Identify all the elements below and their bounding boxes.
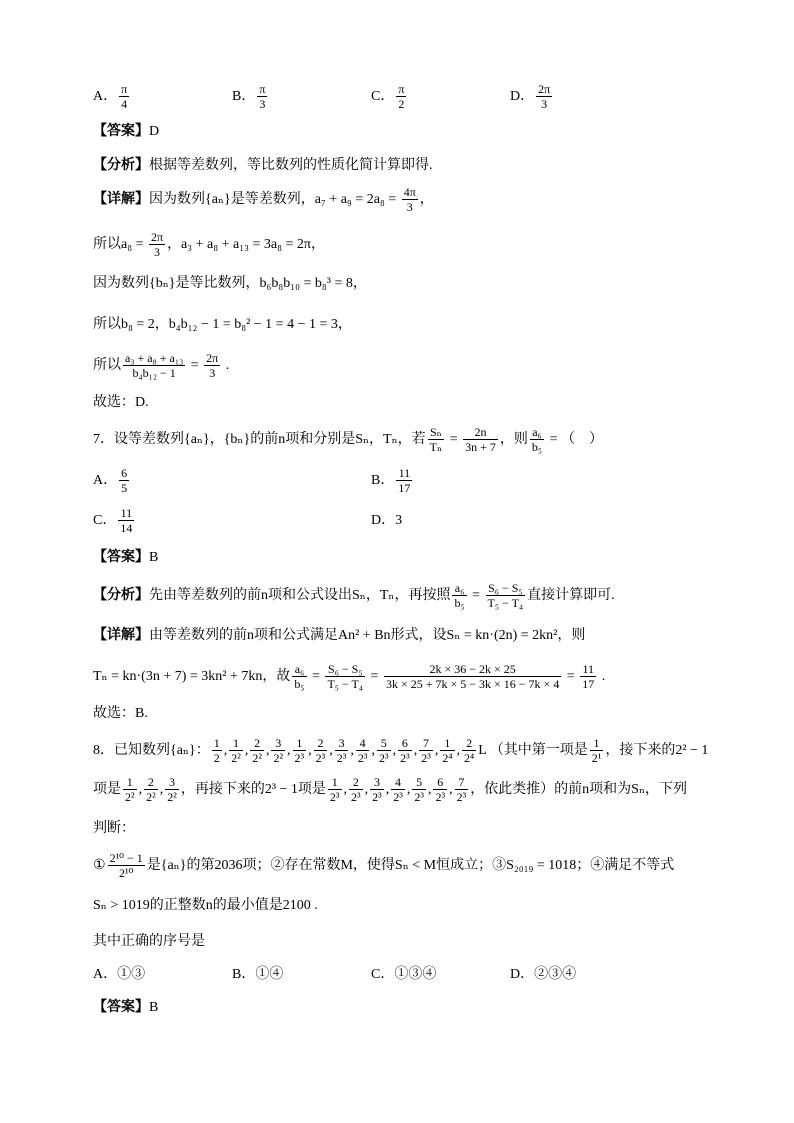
text-run: L （其中第一项是 bbox=[478, 743, 588, 758]
text-run: 故选：B. bbox=[93, 706, 148, 721]
fraction-denominator: 2⁴ bbox=[442, 751, 453, 766]
text-run: 所以 bbox=[93, 358, 121, 373]
text-run: , bbox=[265, 743, 270, 758]
text-run: 8．已知数列{aₙ}： bbox=[93, 743, 210, 758]
fraction-numerator: π bbox=[398, 82, 405, 97]
fraction bbox=[314, 736, 328, 765]
fraction bbox=[580, 662, 596, 691]
q8-stem-line-1 bbox=[93, 731, 708, 771]
fraction-denominator: 3k × 25 + 7k × 5 − 3k × 16 − 7k × 4 bbox=[385, 677, 560, 692]
q8-answer bbox=[93, 988, 158, 1028]
fraction bbox=[391, 775, 405, 804]
fraction bbox=[384, 662, 561, 691]
q8-stem-line-3 bbox=[93, 809, 135, 849]
q6-option-d bbox=[510, 77, 649, 117]
label-tag: 【答案】 bbox=[93, 1000, 149, 1015]
fraction bbox=[212, 736, 222, 765]
q6-option-a bbox=[93, 77, 232, 117]
fraction-numerator: 2π bbox=[206, 351, 219, 366]
fraction bbox=[144, 775, 158, 804]
fraction bbox=[377, 736, 391, 765]
fraction-numerator: a₆ bbox=[452, 581, 466, 596]
q6-option-b bbox=[232, 77, 371, 117]
fraction-denominator: b₅ bbox=[454, 596, 465, 611]
fraction-denominator: b₄b₁₂ − 1 bbox=[132, 366, 176, 381]
text-run: B． bbox=[371, 473, 395, 488]
text-run: 因为数列{bₙ}是等比数列，b₆b₈b₁₀ = b₈³ = 8， bbox=[93, 276, 367, 291]
q6-detail-line-1 bbox=[93, 180, 434, 220]
fraction bbox=[433, 775, 447, 804]
q6-option-c bbox=[371, 77, 510, 117]
fraction bbox=[396, 82, 406, 111]
text-run: C． bbox=[93, 513, 117, 528]
q8-options-row bbox=[93, 955, 649, 995]
text-run: B． bbox=[232, 89, 256, 104]
label-tag: 【答案】 bbox=[93, 124, 149, 139]
fraction bbox=[118, 506, 134, 535]
fraction-numerator: a₃ + a₈ + a₁₃ bbox=[125, 351, 184, 366]
q7-options-row-1 bbox=[93, 461, 649, 501]
fraction-numerator: 1 bbox=[293, 736, 307, 751]
fraction bbox=[463, 425, 498, 454]
fraction bbox=[462, 736, 476, 765]
text-run: A． bbox=[93, 473, 118, 488]
fraction-numerator: a₆ bbox=[292, 662, 306, 677]
fraction-denominator: 3 bbox=[259, 97, 266, 112]
fraction-denominator: 14 bbox=[120, 521, 133, 536]
fraction bbox=[452, 581, 466, 610]
text-run: , bbox=[350, 743, 354, 758]
fraction-denominator: 3 bbox=[209, 366, 216, 381]
text-run: D． bbox=[510, 89, 535, 104]
fraction-numerator: 2π bbox=[538, 82, 551, 97]
q8-stem-line-2 bbox=[93, 770, 687, 810]
fraction-denominator: 17 bbox=[398, 481, 411, 496]
q7-option-b bbox=[371, 461, 649, 501]
q7-stem bbox=[93, 420, 603, 460]
fraction bbox=[165, 775, 179, 804]
fraction bbox=[229, 736, 243, 765]
fraction-denominator: 2² bbox=[167, 790, 177, 805]
fraction bbox=[356, 736, 370, 765]
text-run: , bbox=[449, 782, 453, 797]
fraction-denominator: 2² bbox=[252, 751, 262, 766]
fraction-numerator: 7 bbox=[419, 736, 433, 751]
fraction-numerator: 1 bbox=[123, 775, 137, 790]
fraction-numerator: 5 bbox=[412, 775, 426, 790]
fraction-denominator: 2³ bbox=[400, 751, 410, 766]
label-tag: 【详解】 bbox=[93, 192, 149, 207]
fraction bbox=[349, 775, 363, 804]
fraction bbox=[419, 736, 433, 765]
fraction bbox=[149, 230, 165, 259]
fraction bbox=[123, 351, 185, 380]
fraction-denominator: 2³ bbox=[315, 751, 326, 766]
fraction-numerator: 2 bbox=[250, 736, 264, 751]
text-run: , bbox=[138, 782, 143, 797]
fraction-numerator: 11 bbox=[580, 662, 596, 677]
fraction-numerator: 11 bbox=[396, 466, 412, 481]
fraction bbox=[108, 851, 145, 880]
fraction bbox=[328, 775, 342, 804]
fraction-denominator: 2¹ bbox=[591, 751, 602, 766]
fraction-denominator: 4 bbox=[121, 97, 128, 112]
q7-options-row-2 bbox=[93, 501, 649, 541]
fraction-numerator: 6 bbox=[121, 466, 128, 481]
fraction-denominator: 3n + 7 bbox=[465, 440, 496, 455]
fraction-numerator: 1 bbox=[440, 736, 454, 751]
text-run: ， bbox=[419, 192, 434, 207]
q6-detail-line-2 bbox=[93, 225, 325, 265]
fraction-denominator: 2³ bbox=[336, 751, 347, 766]
fraction bbox=[123, 775, 137, 804]
fraction bbox=[293, 736, 307, 765]
q7-detail-line-1 bbox=[93, 616, 585, 656]
fraction-denominator: 2¹⁰ bbox=[118, 866, 134, 881]
fraction-denominator: 2³ bbox=[294, 751, 305, 766]
fraction-numerator: 6 bbox=[398, 736, 412, 751]
fraction-numerator: 3 bbox=[165, 775, 179, 790]
text-run: , bbox=[456, 743, 460, 758]
fraction bbox=[257, 82, 267, 111]
text-run: 先由等差数列的前n项和公式设出Sₙ，Tₙ，再按照 bbox=[149, 588, 451, 603]
fraction-numerator: 1 bbox=[213, 736, 220, 751]
text-run: 直接计算即可. bbox=[527, 588, 615, 603]
text-run: 项是 bbox=[93, 782, 121, 797]
q8-option-d bbox=[510, 955, 649, 995]
q8-option-b bbox=[232, 955, 371, 995]
q7-option-a bbox=[93, 461, 371, 501]
text-run: Tₙ = kn·(3n + 7) = 3kn² + 7kn，故 bbox=[93, 669, 291, 684]
text-run: A． bbox=[93, 89, 118, 104]
label-tag: 【答案】 bbox=[93, 550, 149, 565]
text-run: A．①③ bbox=[93, 967, 146, 982]
fraction bbox=[370, 775, 384, 804]
fraction-denominator: 2² bbox=[273, 751, 284, 766]
fraction-denominator: 2³ bbox=[378, 751, 389, 766]
q6-detail-line-5 bbox=[93, 346, 229, 386]
text-run: C．①③④ bbox=[371, 967, 437, 982]
q6-detail-line-4 bbox=[93, 305, 352, 345]
text-run: , bbox=[287, 743, 291, 758]
fraction-denominator: 17 bbox=[582, 677, 595, 692]
fraction-numerator: Sₙ bbox=[428, 425, 445, 440]
q8-statements-line-2 bbox=[93, 886, 318, 926]
fraction-denominator: 2³ bbox=[351, 790, 361, 805]
q7-detail-line-2 bbox=[93, 657, 605, 697]
text-run: B bbox=[149, 550, 159, 565]
fraction bbox=[204, 351, 220, 380]
fraction-numerator: 4 bbox=[356, 736, 370, 751]
fraction-numerator: 2π bbox=[151, 230, 164, 245]
fraction bbox=[440, 736, 454, 765]
fraction-denominator: 2³ bbox=[414, 790, 424, 805]
text-run: , bbox=[343, 782, 348, 797]
fraction bbox=[119, 466, 129, 495]
text-run: . bbox=[598, 669, 606, 684]
fraction-numerator: 3 bbox=[335, 736, 349, 751]
fraction-denominator: 2³ bbox=[357, 751, 368, 766]
text-run: , bbox=[364, 782, 369, 797]
fraction-denominator: 2² bbox=[231, 751, 241, 766]
fraction-numerator: 2n bbox=[463, 425, 498, 440]
text-run: B．①④ bbox=[232, 967, 284, 982]
text-run: 所以b₈ = 2，b₄b₁₂ − 1 = b₈² − 1 = 4 − 1 = 3， bbox=[93, 317, 352, 332]
fraction-numerator: 1 bbox=[590, 736, 604, 751]
text-run: D．②③④ bbox=[510, 967, 577, 982]
fraction-numerator: π bbox=[259, 82, 266, 97]
text-run: D．3 bbox=[371, 513, 403, 528]
fraction bbox=[536, 82, 552, 111]
text-run: = bbox=[446, 432, 462, 447]
q6-options-row bbox=[93, 77, 649, 117]
text-run: ，再接下来的2³ − 1项是 bbox=[180, 782, 326, 797]
q7-conclusion bbox=[93, 694, 148, 734]
fraction-numerator: 1 bbox=[328, 775, 342, 790]
fraction-numerator: 1 bbox=[229, 736, 243, 751]
text-run: , bbox=[371, 743, 375, 758]
fraction-numerator: 4π bbox=[403, 185, 416, 200]
fraction-numerator: 6 bbox=[433, 775, 447, 790]
fraction-numerator: 3 bbox=[271, 736, 285, 751]
fraction-numerator: 2 bbox=[314, 736, 328, 751]
text-run: = bbox=[563, 669, 579, 684]
fraction bbox=[402, 185, 418, 214]
q7-analysis bbox=[93, 576, 615, 616]
q7-option-d bbox=[371, 501, 649, 541]
text-run: 所以a₈ = bbox=[93, 237, 147, 252]
fraction-denominator: 3 bbox=[541, 97, 548, 112]
text-run: 故选：D. bbox=[93, 395, 149, 410]
fraction-numerator: 2¹⁰ − 1 bbox=[109, 851, 143, 866]
fraction-denominator: T₅ − T₄ bbox=[327, 677, 364, 692]
text-run: = bbox=[308, 669, 324, 684]
text-run: 判断： bbox=[93, 821, 135, 836]
fraction bbox=[398, 736, 412, 765]
fraction-denominator: 2³ bbox=[456, 790, 467, 805]
text-run: , bbox=[427, 782, 432, 797]
text-run: , bbox=[329, 743, 333, 758]
fraction bbox=[119, 82, 129, 111]
text-run: ，依此类推）的前n项和为Sₙ，下列 bbox=[470, 782, 688, 797]
fraction-denominator: 2³ bbox=[421, 751, 431, 766]
fraction-numerator: 7 bbox=[455, 775, 469, 790]
fraction-denominator: 5 bbox=[121, 481, 128, 496]
q7-option-c bbox=[93, 501, 371, 541]
fraction-numerator: 2 bbox=[144, 775, 158, 790]
text-run: = bbox=[468, 588, 484, 603]
fraction-denominator: 2³ bbox=[329, 790, 340, 805]
fraction-numerator: S₆ − S₅ bbox=[325, 662, 365, 677]
text-run: ，接下来的2² − 1 bbox=[605, 743, 709, 758]
text-run: 根据等差数列，等比数列的性质化简计算即得. bbox=[149, 158, 433, 173]
text-run: Sₙ > 1019的正整数n的最小值是2100 . bbox=[93, 898, 318, 913]
text-run: = bbox=[367, 669, 382, 684]
fraction bbox=[396, 466, 412, 495]
q8-option-c bbox=[371, 955, 510, 995]
fraction-numerator: 11 bbox=[118, 506, 134, 521]
fraction-denominator: 3 bbox=[154, 245, 161, 260]
fraction-denominator: 2 bbox=[398, 97, 405, 112]
label-tag: 【分析】 bbox=[93, 588, 149, 603]
text-run: , bbox=[385, 782, 390, 797]
fraction-numerator: 4 bbox=[391, 775, 405, 790]
fraction-numerator: π bbox=[121, 82, 128, 97]
fraction-numerator: S₆ − S₅ bbox=[486, 581, 526, 596]
fraction-numerator: a₆ bbox=[530, 425, 544, 440]
fraction-numerator: 2 bbox=[349, 775, 363, 790]
fraction bbox=[292, 662, 306, 691]
fraction-denominator: T₅ − T₄ bbox=[487, 596, 524, 611]
text-run: B bbox=[149, 1000, 159, 1015]
text-run: ，a₃ + a₈ + a₁₃ = 3a₈ = 2π， bbox=[167, 237, 325, 252]
q6-conclusion bbox=[93, 383, 149, 423]
text-run: 因为数列{aₙ}是等差数列，a₇ + a₉ = 2a₈ = bbox=[149, 192, 400, 207]
fraction bbox=[530, 425, 544, 454]
text-run: , bbox=[223, 743, 228, 758]
text-run: 其中正确的序号是 bbox=[93, 934, 205, 949]
text-run: ，则 bbox=[499, 432, 528, 447]
q7-answer bbox=[93, 538, 158, 578]
fraction-denominator: 2³ bbox=[372, 790, 382, 805]
fraction-numerator: 3 bbox=[370, 775, 384, 790]
fraction-denominator: 3 bbox=[406, 200, 413, 215]
fraction bbox=[590, 736, 604, 765]
text-run: , bbox=[413, 743, 418, 758]
fraction bbox=[250, 736, 264, 765]
label-tag: 【详解】 bbox=[93, 628, 149, 643]
text-run: ① bbox=[93, 858, 106, 873]
fraction bbox=[428, 425, 445, 454]
text-run: , bbox=[308, 743, 312, 758]
text-run: = bbox=[187, 358, 203, 373]
fraction-denominator: 2³ bbox=[435, 790, 446, 805]
fraction-denominator: 2³ bbox=[393, 790, 403, 805]
text-run: C． bbox=[371, 89, 395, 104]
text-run: . bbox=[222, 358, 230, 373]
q8-statements-line-1 bbox=[93, 846, 674, 886]
text-run: , bbox=[434, 743, 439, 758]
text-run: = （ ） bbox=[546, 432, 603, 447]
text-run: , bbox=[159, 782, 164, 797]
text-run: , bbox=[406, 782, 411, 797]
fraction bbox=[412, 775, 426, 804]
text-run: , bbox=[244, 743, 249, 758]
text-run: 由等差数列的前n项和公式满足An² + Bn形式，设Sₙ = kn·(2n) = 2kn²，则 bbox=[149, 628, 586, 643]
text-run: 是{aₙ}的第2036项；②存在常数M，使得Sₙ < M恒成立；③S₂₀₁₉ = 1018；④满足不等式 bbox=[146, 858, 675, 873]
label-tag: 【分析】 bbox=[93, 158, 149, 173]
fraction bbox=[271, 736, 285, 765]
fraction-numerator: 2k × 36 − 2k × 25 bbox=[384, 662, 561, 677]
fraction-numerator: 2 bbox=[462, 736, 476, 751]
fraction-denominator: 2² bbox=[125, 790, 135, 805]
fraction-denominator: b₅ bbox=[531, 440, 543, 455]
text-run: , bbox=[392, 743, 397, 758]
fraction bbox=[335, 736, 349, 765]
fraction bbox=[455, 775, 469, 804]
fraction-denominator: b₅ bbox=[294, 677, 305, 692]
text-run: D bbox=[149, 124, 160, 139]
fraction-denominator: 2 bbox=[213, 751, 220, 766]
fraction-denominator: 2⁴ bbox=[464, 751, 475, 766]
fraction-denominator: 2² bbox=[146, 790, 156, 805]
fraction-denominator: Tₙ bbox=[429, 440, 443, 455]
fraction bbox=[486, 581, 526, 610]
text-run: 7．设等差数列{aₙ}，{bₙ}的前n项和分别是Sₙ，Tₙ，若 bbox=[93, 432, 426, 447]
fraction bbox=[325, 662, 365, 691]
fraction-numerator: 5 bbox=[377, 736, 391, 751]
q6-detail-line-3 bbox=[93, 264, 367, 304]
